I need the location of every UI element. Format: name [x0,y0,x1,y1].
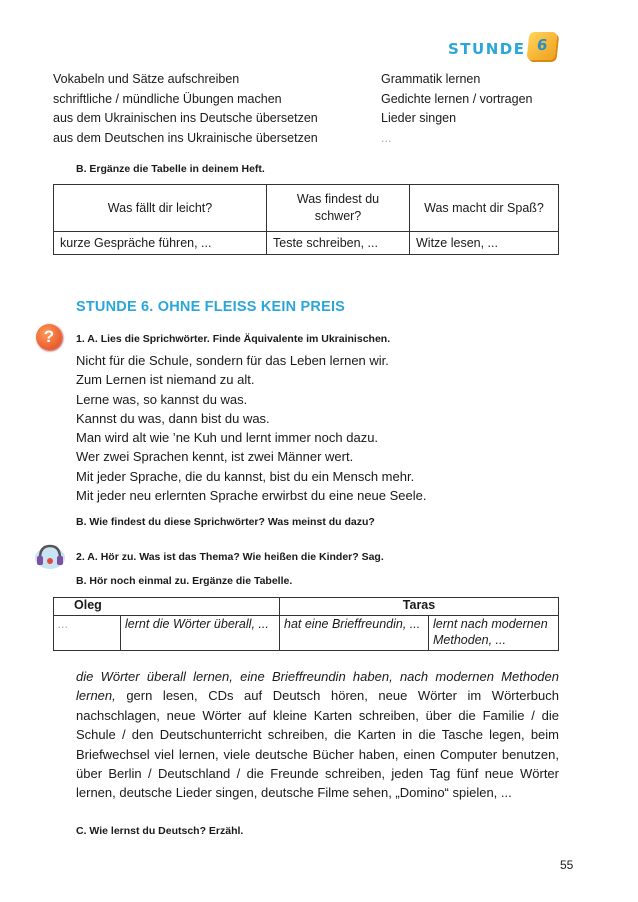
italic-phrases: die Wörter überall lernen, eine Brieffreundin haben, nach modernen Methoden lernen, [76,669,559,704]
list-item: schriftliche / mündliche Übungen machen [53,91,282,106]
table-cell: kurze Gespräche führen, ... [54,232,267,255]
list-item: Lieder singen [381,111,457,125]
proverb: Kannst du was, dann bist du was. [76,410,270,426]
headphones-icon [33,541,67,571]
badge-number-box [527,32,558,60]
list-item: ... [381,130,392,145]
proverb: Lerne was, so kannst du was. [76,391,248,407]
right-activity-list [381,70,532,148]
section-title: STUNDE 6. OHNE FLEISS KEIN PREIS [76,299,346,315]
list-item: aus dem Ukrainischen ins Deutsche übersetzen [53,111,318,125]
task-2c-instruction: C. Wie lernst du Deutsch? Erzähl. [76,825,244,837]
proverb: Nicht für die Schule, sondern für das Leben lernen wir. [76,353,389,368]
left-activity-list [53,70,318,148]
proverb: Wer zwei Sprachen kennt, ist zwei Männer wert. [76,449,354,465]
proverb: Man wird alt wie ’ne Kuh und lernt immer noch dazu. [76,430,379,446]
question-icon: ? [36,324,62,350]
task-2b-instruction: B. Hör noch einmal zu. Ergänze die Tabelle. [76,575,293,587]
table-cell: Witze lesen, ... [410,232,559,255]
proverb: Mit jeder Sprache, die du kannst, bist du ein Mensch mehr. [76,468,415,484]
badge-number: 6 [535,36,549,54]
table-header: Taras [280,598,559,616]
table-header: Was findest du schwer? [267,185,410,232]
table-cell: lernt nach modernen Methoden, ... [429,616,559,651]
task-1b-instruction: B. Wie findest du diese Sprichwörter? Was meinst du dazu? [76,516,375,528]
phrase-list: gern lesen, CDs auf Deutsch hören, neue Wörter im Wörterbuch nachschlagen, neue Wörter auf kleine Karten schreiben, über die Familie / die Schule / den Deutschunterricht schreiben, die Karten in die Tasche legen, beim Briefwechsel viel lernen, viele deutsche Bücher haben, einen Computer benutzen, über Berlin / Deutschland / die Freunde schreiben, jeden Tag fünf neue Wörter lernen, deutsche Lieder singen, deutsche Filme sehen, „Domino“ spielen, ... [76,688,559,801]
page-number: 55 [560,858,574,872]
table-cell: ... [54,616,121,651]
list-item: aus dem Deutschen ins Ukrainische übersetzen [53,130,318,145]
table-header: Was macht dir Spaß? [410,185,559,232]
proverb: Zum Lernen ist niemand zu alt. [76,372,255,388]
table-cell: Teste schreiben, ... [267,232,410,255]
task-1a-instruction: 1. A. Lies die Sprichwörter. Finde Äquivalente im Ukrainischen. [76,333,391,345]
table-cell: lernt die Wörter überall, ... [121,616,280,651]
table-cell: hat eine Brieffreundin, ... [280,616,429,651]
proverb: Mit jeder neu erlernten Sprache erwirbst du eine neue Seele. [76,488,427,504]
listening-table [53,597,559,651]
lesson-badge [448,30,568,64]
table-header: Was fällt dir leicht? [54,185,267,232]
list-item: Vokabeln und Sätze aufschreiben [53,72,240,86]
list-item: Gedichte lernen / vortragen [381,91,533,106]
task-b-instruction: B. Ergänze die Tabelle in deinem Heft. [76,163,265,175]
preferences-table [53,184,559,255]
table-header: Oleg [54,598,280,616]
proverbs-list [76,351,427,505]
activity-phrase-paragraph [76,667,559,803]
badge-label: STUNDE [448,40,526,58]
list-item: Grammatik lernen [381,72,481,86]
task-2a-instruction: 2. A. Hör zu. Was ist das Thema? Wie heißen die Kinder? Sag. [76,551,384,563]
